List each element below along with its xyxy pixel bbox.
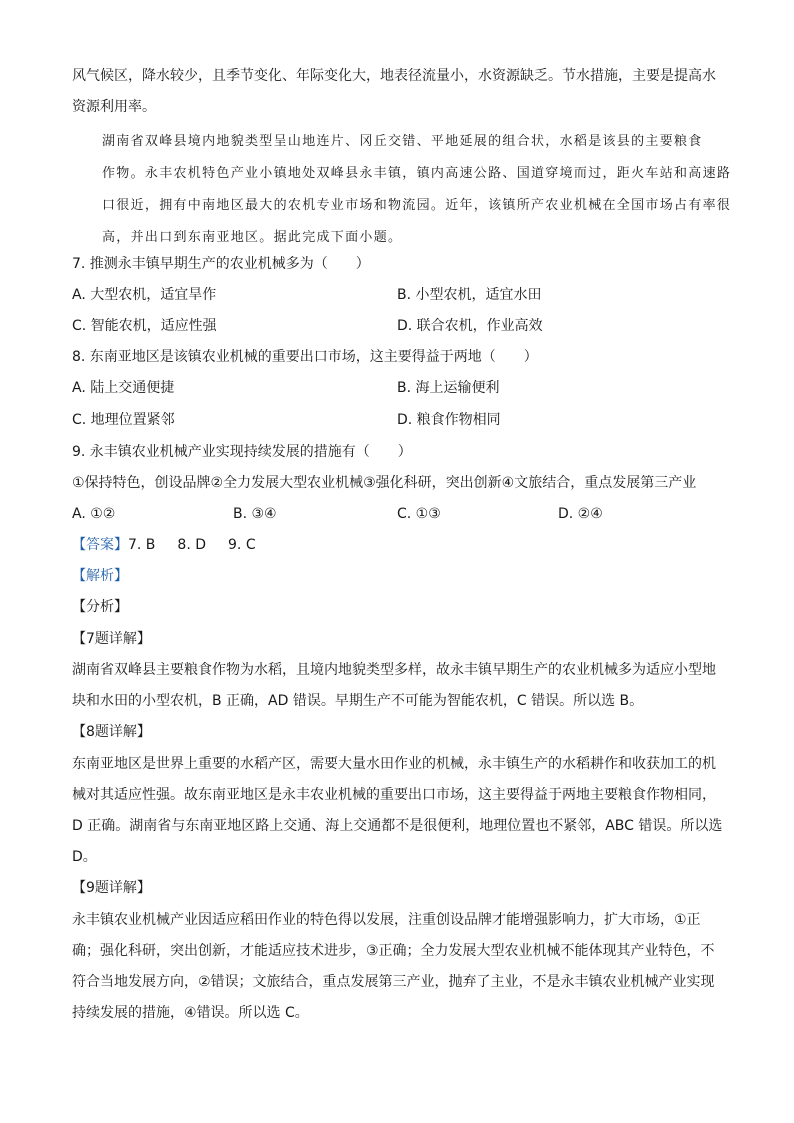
analysis-heading: 【解析】 xyxy=(72,568,128,584)
passage-line: 湖南省双峰县境内地貌类型呈山地连片、冈丘交错、平地延展的组合状，水稻是该县的主要粮食 xyxy=(102,134,703,149)
question-8-option-d: D. 粮食作物相同 xyxy=(397,412,501,428)
question-7-option-d: D. 联合农机，作业高效 xyxy=(397,318,543,334)
question-7-option-a: A. 大型农机，适宜旱作 xyxy=(72,287,217,303)
passage-line: 口很近，拥有中南地区最大的农机专业市场和物流园。近年，该镇所产农业机械在全国市场占有率很 xyxy=(102,198,732,213)
answer-item: 7. B xyxy=(128,537,156,553)
q9-detail-line: 永丰镇农业机械产业因适应稻田作业的特色得以发展，注重创设品牌才能增强影响力，扩大市场，①正 xyxy=(72,912,701,928)
question-9-option-b: B. ③④ xyxy=(233,506,277,522)
answer-label: 【答案】 xyxy=(72,537,128,553)
q8-detail-line: 械对其适应性强。故东南亚地区是永丰农业机械的重要出口市场，这主要得益于两地主要粮食作物相同， xyxy=(72,787,716,803)
q7-detail-line: 湖南省双峰县主要粮食作物为水稻，且境内地貌类型多样，故永丰镇早期生产的农业机械多为适应小型地 xyxy=(72,662,716,678)
answer-item: 9. C xyxy=(228,537,256,553)
q8-detail-line: D。 xyxy=(72,849,97,865)
passage-line: 作物。永丰农机特色产业小镇地处双峰县永丰镇，镇内高速公路、国道穿境而过，距火车站和高速路 xyxy=(102,166,732,181)
question-7-option-c: C. 智能农机，适应性强 xyxy=(72,318,217,334)
question-9-option-d: D. ②④ xyxy=(558,506,603,522)
question-8-stem: 8. 东南亚地区是该镇农业机械的重要出口市场，这主要得益于两地（ ） xyxy=(72,349,538,365)
q9-detail-line: 确；强化科研，突出创新，才能适应技术进步，③正确；全力发展大型农业机械不能体现其产业特色，不 xyxy=(72,943,715,959)
question-7-stem: 7. 推测永丰镇早期生产的农业机械多为（ ） xyxy=(72,256,370,272)
question-8-option-c: C. 地理位置紧邻 xyxy=(72,412,175,428)
q9-detail-heading: 【9题详解】 xyxy=(72,880,151,896)
q7-detail-heading: 【7题详解】 xyxy=(72,631,151,647)
overview-heading: 【分析】 xyxy=(72,599,128,615)
intro-line: 风气候区，降水较少，且季节变化、年际变化大，地表径流量小，水资源缺乏。节水措施，主要是提高水 xyxy=(72,68,716,84)
passage-line: 高，并出口到东南亚地区。据此完成下面小题。 xyxy=(102,230,403,245)
question-9-option-a: A. ①② xyxy=(72,506,116,522)
answer-item: 8. D xyxy=(177,537,207,553)
answer-line xyxy=(72,535,278,555)
question-9-statements: ①保持特色，创设品牌②全力发展大型农业机械③强化科研，突出创新④文旅结合，重点发展第三产业 xyxy=(72,475,697,491)
q7-detail-line: 块和水田的小型农机，B 正确，AD 错误。早期生产不可能为智能农机，C 错误。所以选 B。 xyxy=(72,693,644,709)
question-8-option-a: A. 陆上交通便捷 xyxy=(72,380,175,396)
q9-detail-line: 持续发展的措施，④错误。所以选 C。 xyxy=(72,1005,309,1021)
q8-detail-heading: 【8题详解】 xyxy=(72,724,151,740)
q8-detail-line: D 正确。湖南省与东南亚地区路上交通、海上交通都不是很便利，地理位置也不紧邻，ABC 错误。所以选 xyxy=(72,818,723,834)
question-9-stem: 9. 永丰镇农业机械产业实现持续发展的措施有（ ） xyxy=(72,444,412,460)
question-8-option-b: B. 海上运输便利 xyxy=(397,380,500,396)
question-9-option-c: C. ①③ xyxy=(397,506,441,522)
q8-detail-line: 东南亚地区是世界上重要的水稻产区，需要大量水田作业的机械，永丰镇生产的水稻耕作和收获加工的机 xyxy=(72,756,716,772)
q9-detail-line: 符合当地发展方向，②错误；文旅结合，重点发展第三产业，抛弃了主业，不是永丰镇农业机械产业实现 xyxy=(72,974,715,990)
intro-line: 资源利用率。 xyxy=(72,99,156,115)
question-7-option-b: B. 小型农机，适宜水田 xyxy=(397,287,542,303)
